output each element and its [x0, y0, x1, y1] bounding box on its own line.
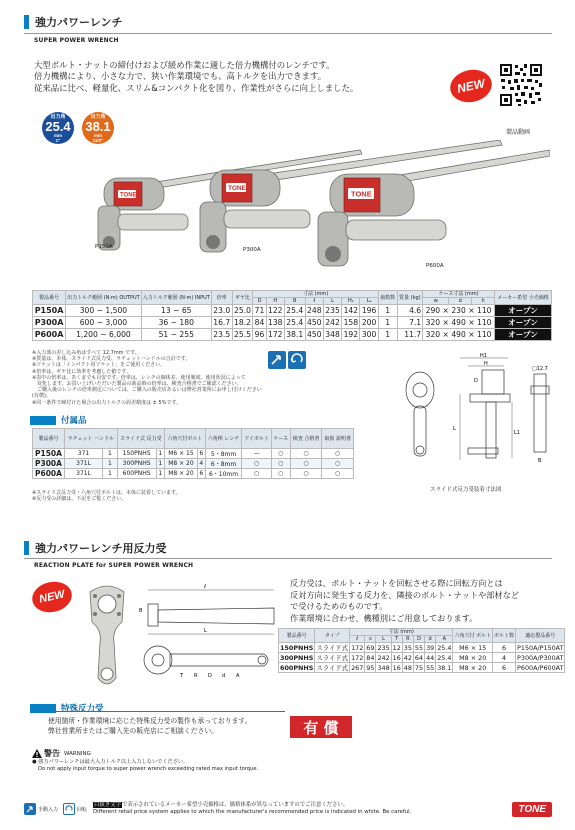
- rotation-icon: [288, 351, 306, 369]
- col-qty: ボルト数: [493, 629, 516, 643]
- cell-fit: P150A/P150AT: [517, 643, 564, 652]
- col-header: 六角穴付ボルト: [165, 429, 206, 449]
- cell-dim: 242: [325, 318, 340, 327]
- cell-price: オープン: [495, 317, 552, 329]
- cell-type: スライド式: [316, 654, 349, 662]
- cell: ○: [322, 449, 354, 459]
- table-row: [33, 305, 552, 317]
- cell-model: P600A: [33, 469, 65, 479]
- intro-line: で受けるためのものです。: [290, 601, 388, 612]
- cell-case: 320 × 490 × 110: [423, 317, 495, 329]
- dim-label: T: [180, 673, 184, 679]
- cell: M6 × 15: [165, 449, 198, 459]
- cell-gear: 25.5: [234, 330, 251, 339]
- cell-dim: 248: [307, 306, 322, 315]
- col-stages: 歯数数: [378, 291, 397, 305]
- cell-dim: 95: [366, 663, 375, 672]
- dim-label: D: [208, 673, 212, 679]
- cell-price: オープン: [495, 305, 552, 317]
- badge-top: 出力角: [90, 113, 106, 120]
- cell: 1: [103, 459, 118, 469]
- footer: [24, 798, 552, 820]
- cell-price: オープン: [495, 329, 552, 341]
- col-header: アイボルト: [242, 429, 271, 449]
- accessories-title: 付属品: [61, 416, 87, 426]
- cell-ratio: 23.5: [213, 330, 231, 339]
- section-divider: [24, 558, 552, 559]
- intro-line: 反対方向に発生する反力を、隣接のボルト・ナットや部材など: [290, 589, 520, 600]
- cell: 600PNHS: [117, 469, 156, 479]
- cell-dim: 64: [414, 653, 424, 662]
- warning-text: [32, 759, 258, 773]
- cell-model: P300A: [33, 317, 66, 329]
- col-case-dim: w: [423, 298, 449, 305]
- note-line: ※入力部の差し込み角はすべて 12.7mm です。: [32, 350, 140, 356]
- cell-dim: 235: [325, 306, 340, 315]
- cell: 371L: [64, 469, 102, 479]
- intro-line: 大型ボルト・ナットの締付けおよび緩め作業に適した倍力機構付のレンチです。: [34, 60, 335, 70]
- note-line: ※同一条件で締付けた場合の出力トルクの誤差精度は ± 5%です。: [32, 399, 181, 406]
- cell-dim: 172: [351, 653, 364, 662]
- cell-stages: 1: [378, 329, 397, 341]
- note-line: ※表中の倍率は、あくまでも目安です。倍率は、レンチの個体差、使用頻度、使用状況によって: [32, 374, 246, 381]
- table-row: [279, 653, 565, 663]
- cell-dim: 450: [307, 318, 322, 327]
- cell: 1: [156, 469, 165, 479]
- note-line: ※スライド式反力受・六角穴付ボルトは、本体に装着しています。: [32, 490, 181, 496]
- dim-label: B: [139, 608, 143, 614]
- cell-dim: 84: [366, 653, 375, 662]
- cell: 150PNHS: [117, 449, 156, 459]
- cell: 6・8mm: [205, 459, 242, 469]
- col-ratio: 倍率: [211, 291, 232, 305]
- note-line: ※倍率は、ギヤ比に効率を考慮した値です。: [32, 368, 131, 375]
- rotation-icon: [63, 803, 75, 815]
- product-photos: [60, 137, 550, 268]
- cell-stages: 1: [378, 317, 397, 329]
- special-title: 特殊反力受: [61, 704, 104, 714]
- cell-dim: 172: [351, 643, 364, 652]
- cell: M8 × 20: [165, 459, 198, 469]
- note-line: ご購入後のレンチの倍率測定については、ご購入の販売店あるいは弊社営業所にお申し付けください (有償)。: [32, 387, 262, 400]
- paid-badge: 有 償: [290, 716, 352, 738]
- new-badge: NEW: [447, 66, 495, 106]
- cell-model: P150A: [33, 305, 66, 317]
- col-dim: H₁: [342, 298, 360, 305]
- svg-text:TONE: TONE: [351, 189, 372, 199]
- col-output: 出力トルク範囲 (N·m) OUTPUT: [66, 291, 142, 305]
- col-header: 検査 合格書: [290, 429, 322, 449]
- cell-mass: 11.7: [397, 329, 423, 341]
- spec-table: [32, 290, 552, 341]
- col-input: 入力トルク範囲 (N·m) INPUT: [141, 291, 211, 305]
- table-row: [33, 459, 354, 469]
- cell: 1: [156, 459, 165, 469]
- cell-dim: 138: [267, 318, 283, 327]
- cell: 1: [103, 469, 118, 479]
- manual-input-icon: [24, 803, 36, 815]
- intro-line: 作業環境に合わせ、機種別にご用意しております。: [290, 612, 478, 623]
- cell-dim: 348: [377, 663, 390, 672]
- cell-dim: 38.1: [286, 330, 304, 339]
- footer-notice: [93, 802, 411, 816]
- note-line: ※ソケットは「インパクト用ソケット」をご使用ください。: [32, 362, 166, 369]
- reaction-plate-table: [278, 628, 565, 673]
- footer-jp: で表示されているメーカー希望小売価格は、価格体系が異なっていますのでご注意ください。: [122, 802, 349, 808]
- manual-input-icon: [268, 351, 286, 369]
- col-dim: D: [253, 298, 266, 305]
- col-price: メーカー希望 小売価格: [495, 291, 552, 305]
- cell-dim: 158: [343, 318, 359, 327]
- badge-value: 38.1: [85, 118, 111, 134]
- cell-dim: 25.4: [437, 643, 452, 652]
- cell-bolt: M8 × 20: [453, 663, 493, 673]
- warning-heading: [32, 748, 91, 759]
- footer-highlight: 白抜き文字: [94, 802, 121, 808]
- col-dim: D: [413, 636, 424, 643]
- accessories-table: [32, 428, 354, 479]
- reaction-intro: [290, 578, 552, 624]
- reaction-plate-photo: [82, 582, 132, 694]
- cell-type: スライド式: [316, 664, 349, 672]
- cell-model: P600A: [33, 329, 66, 341]
- accessories-notes: [32, 490, 181, 502]
- col-dim: d: [425, 636, 436, 643]
- col-dim: ℓ: [305, 298, 323, 305]
- col-dim: L: [323, 298, 341, 305]
- col-header: ラチェット ハンドル: [64, 429, 117, 449]
- col-header: 六角棒 レンチ: [205, 429, 242, 449]
- cell-dim: 300: [361, 330, 377, 339]
- table-row: [279, 663, 565, 673]
- cell-dim: 39: [426, 643, 435, 652]
- cell-dim: 235: [377, 643, 390, 652]
- cell-model: 600PNHS: [280, 663, 314, 672]
- cell-stages: 1: [378, 305, 397, 317]
- col-header: 取扱 説明書: [322, 429, 354, 449]
- section-title-text: 強力パワーレンチ用反力受: [35, 542, 167, 555]
- cell-model: P150A: [33, 449, 65, 459]
- col-case-dim: h: [472, 298, 495, 305]
- cell: 5・8mm: [205, 449, 242, 459]
- section-title: [24, 540, 167, 556]
- product-label: P600A: [426, 263, 444, 269]
- cell: 371: [64, 449, 102, 459]
- cell-case: 290 × 230 × 110: [423, 305, 495, 317]
- warning-title: 警告: [44, 749, 60, 758]
- cell-output: 300 ~ 1,500: [66, 305, 142, 317]
- cell: ○: [242, 469, 271, 479]
- cell-fit: P600A/P600AT: [517, 663, 564, 672]
- cell-dim: 35: [403, 643, 412, 652]
- cell-dim: 348: [325, 330, 340, 339]
- cell-input: 13 ~ 65: [141, 305, 211, 317]
- special-text: [48, 717, 251, 736]
- cell: 300PNHS: [117, 459, 156, 469]
- cell: 371L: [64, 459, 102, 469]
- intro-line: 従来品に比べ、軽量化、スリム&コンパクト化を図り、作業性がさらに向上しました。: [34, 82, 359, 93]
- section-subtitle: REACTION PLATE for SUPER POWER WRENCH: [34, 562, 194, 569]
- cell-dim: 142: [343, 306, 359, 315]
- product-label: P150A: [95, 244, 113, 250]
- col-type: タイプ: [315, 629, 350, 643]
- cell-dim: 12: [392, 643, 401, 652]
- cell-dim: 122: [267, 306, 283, 315]
- cell: ○: [322, 459, 354, 469]
- dim-label: L: [204, 628, 207, 634]
- col-dims: 寸法 (mm): [253, 291, 378, 298]
- warning-icon: [32, 749, 42, 758]
- col-dim: L: [376, 636, 391, 643]
- cell-qty: 6: [493, 663, 516, 673]
- cell-dim: 96: [254, 330, 265, 339]
- col-header: スライド式 反力受: [117, 429, 164, 449]
- cell-dim: 25.4: [286, 306, 304, 315]
- note-line: ※反力受の詳細は、下記をご覧ください。: [32, 496, 127, 503]
- cell-mass: 4.6: [397, 305, 423, 317]
- col-case: ケース寸法 (mm): [423, 291, 495, 298]
- cell-type: スライド式: [316, 644, 349, 652]
- intro-text: [34, 60, 434, 94]
- cell-gear: 25.0: [234, 306, 251, 315]
- cell-ratio: 16.7: [213, 318, 231, 327]
- cell-dim: 48: [403, 663, 412, 672]
- col-dim: H: [266, 298, 284, 305]
- cell-output: 1,200 ~ 6,000: [66, 329, 142, 341]
- cell-qty: 4: [493, 653, 516, 663]
- special-line: 弊社営業所またはご購入先の販売店にご相談ください。: [48, 726, 218, 735]
- col-case-dim: d: [449, 298, 472, 305]
- cell: ○: [290, 459, 322, 469]
- diagram-caption: スライド式反力受装着寸法図: [430, 487, 502, 493]
- cell-dim: 192: [343, 330, 359, 339]
- dim-label: D: [474, 378, 478, 384]
- warning-title-en: WARNING: [64, 750, 91, 757]
- intro-line: 反力受は、ボルト・ナットを回転させる際に回転方向とは: [290, 578, 503, 588]
- cell: 6・10mm: [205, 469, 242, 479]
- cell-dim: 200: [361, 318, 377, 327]
- cell: ○: [290, 449, 322, 459]
- dim-label: H: [484, 361, 488, 367]
- cell: ○: [271, 459, 290, 469]
- dim-label: ℓ: [204, 584, 207, 590]
- product-label: P300A: [243, 247, 261, 253]
- footer-rotate-label: 回転: [77, 806, 88, 813]
- col-header: ケース: [271, 429, 290, 449]
- cell: —: [242, 449, 271, 459]
- cell-input: 51 ~ 255: [141, 329, 211, 341]
- cell-dim: 172: [267, 330, 283, 339]
- reaction-plate-drawing: [134, 582, 284, 682]
- cell-dim: 42: [403, 653, 412, 662]
- dim-label: A: [236, 673, 240, 679]
- col-dim: ℓ: [350, 636, 365, 643]
- section-title-bar: [24, 15, 29, 29]
- note-line: 変化します。お買い上げいただいた製品の新品時の倍率は、検査合格書でご確認ください。: [32, 381, 242, 388]
- cell-dim: 196: [361, 306, 377, 315]
- special-underline: [30, 711, 285, 712]
- cell: ○: [290, 469, 322, 479]
- footer-impact-label: 手動入力: [38, 806, 59, 813]
- tone-logo: TONE: [512, 802, 552, 817]
- cell-dim: 16: [392, 663, 401, 672]
- badge-value: 25.4: [45, 118, 71, 134]
- cell-output: 600 ~ 3,000: [66, 317, 142, 329]
- cell-ratio: 23.0: [213, 306, 231, 315]
- cell-dim: 38.1: [437, 663, 452, 672]
- col-dim: L₁: [360, 298, 378, 305]
- cell: ○: [242, 459, 271, 469]
- table-row: [279, 643, 565, 653]
- section-title-bar: [24, 541, 29, 555]
- note-line: ※質量は、本体、スライド式反力受、ラチェットハンドルの合計です。: [32, 356, 191, 363]
- col-dims: 寸法 (mm): [350, 629, 453, 636]
- brand-logo-text: TONE: [120, 192, 137, 199]
- col-dim: T: [391, 636, 402, 643]
- cell-dim: 55: [414, 643, 424, 652]
- col-dim: A: [436, 636, 453, 643]
- accessories-heading: [30, 414, 87, 426]
- dim-label: L: [453, 426, 456, 432]
- section-title-text: 強力パワーレンチ: [35, 16, 123, 29]
- cell-dim: 55: [426, 663, 435, 672]
- col-model: 製品番号: [33, 291, 66, 305]
- cell: 6: [197, 469, 205, 479]
- cell-model: 300PNHS: [280, 653, 314, 662]
- col-header: 製品番号: [33, 429, 65, 449]
- cell-dim: 450: [307, 330, 322, 339]
- cell-dim: 69: [366, 643, 375, 652]
- special-line: 使用箇所・作業環境に応じた特殊反力受の製作も承っております。: [48, 717, 252, 725]
- cell: ○: [322, 469, 354, 479]
- qr-caption: 製品動画: [506, 129, 531, 136]
- cell-mass: 7.1: [397, 317, 423, 329]
- cell: ○: [271, 469, 290, 479]
- cell-case: 320 × 490 × 110: [423, 329, 495, 341]
- heading-bar: [30, 416, 56, 425]
- warning-en: Do not apply input torque to super power wrench exceeding rated max input torque.: [38, 765, 259, 772]
- cell-dim: 16: [392, 653, 401, 662]
- cell-dim: 242: [377, 653, 390, 662]
- cell-model: 150PNHS: [280, 643, 314, 652]
- cell-input: 36 ~ 180: [141, 317, 211, 329]
- cell: 4: [197, 459, 205, 469]
- dim-label: R: [194, 673, 198, 679]
- notes-block: [32, 350, 262, 406]
- col-dim: R: [402, 636, 413, 643]
- col-mass: 質量 (kg): [397, 291, 423, 305]
- cell: 1: [103, 449, 118, 459]
- col-dim: B: [284, 298, 305, 305]
- cell: 1: [156, 449, 165, 459]
- table-row: [33, 469, 354, 479]
- cell-dim: 25.4: [286, 318, 304, 327]
- qr-code-icon[interactable]: [498, 62, 544, 108]
- table-row: [33, 329, 552, 341]
- intro-line: 倍力機構により、小さな力で、狭い作業環境でも、高トルクを出力できます。: [34, 71, 327, 82]
- col-model: 製品番号: [279, 629, 315, 643]
- table-row: [33, 449, 354, 459]
- dim-label: □12.7: [532, 366, 548, 372]
- table-row: [33, 317, 552, 329]
- cell-dim: 267: [351, 663, 364, 672]
- dimension-diagram: [400, 352, 555, 480]
- col-dim: s: [365, 636, 376, 643]
- badge-unit: mm: [53, 132, 62, 138]
- cell-dim: 25.4: [437, 653, 452, 662]
- badge-unit: mm: [93, 132, 102, 138]
- new-badge: NEW: [29, 578, 74, 616]
- cell-dim: 71: [254, 306, 265, 315]
- col-fit: 適応製品番号: [516, 629, 565, 643]
- dim-label: d: [222, 673, 226, 679]
- cell-dim: 75: [414, 663, 424, 672]
- section-divider: [24, 33, 552, 34]
- badge-fraction: 1": [55, 137, 61, 143]
- cell: 6: [197, 449, 205, 459]
- cell-fit: P300A/P300AT: [517, 653, 564, 662]
- cell-bolt: M8 × 20: [453, 653, 493, 663]
- cell-dim: 44: [426, 653, 435, 662]
- cell-model: P300A: [33, 459, 65, 469]
- cell-bolt: M6 × 15: [453, 643, 493, 653]
- section-subtitle: SUPER POWER WRENCH: [34, 37, 119, 44]
- dim-label: H1: [480, 353, 487, 359]
- col-gear: ギヤ比: [232, 291, 253, 305]
- badge-fraction: 11/2": [92, 137, 104, 143]
- cell-gear: 18.2: [234, 318, 251, 327]
- badge-top: 出力角: [50, 113, 66, 120]
- col-bolt: 六角穴付 ボルト: [453, 629, 493, 643]
- dim-label: L1: [514, 430, 520, 436]
- special-heading: [30, 702, 104, 714]
- footer-en: Different retail price system applies to which the manufacturer's recommended price is indicated in white. Be careful.: [93, 809, 412, 815]
- cell: M8 × 20: [165, 469, 198, 479]
- svg-text:TONE: TONE: [228, 185, 246, 192]
- warning-jp: ● 強力パワーレンチは最大入力トルク以上入力しないでください。: [32, 759, 189, 765]
- cell-qty: 6: [493, 643, 516, 653]
- section-title: [24, 14, 123, 30]
- cell: ○: [271, 449, 290, 459]
- cell-dim: 84: [254, 318, 265, 327]
- dim-label: B: [538, 458, 542, 464]
